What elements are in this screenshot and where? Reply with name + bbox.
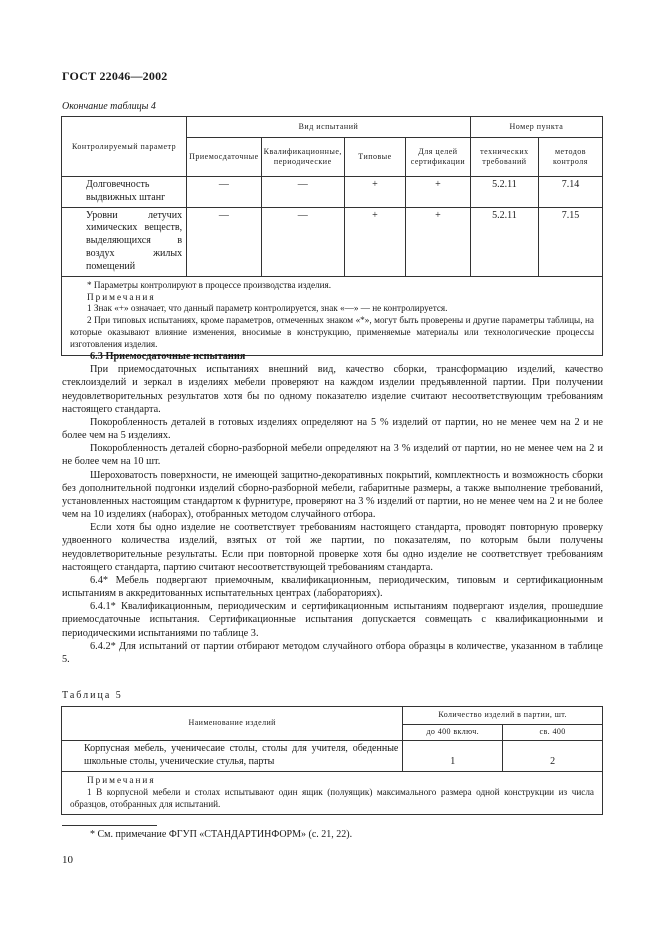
paragraph: Покоробленность деталей в готовых изделиях определяют на 5 % изделий от партии, но не менее чем на 2 и не более чем на 5 изделиях. [62,416,603,442]
cell-certification: + [406,177,471,208]
col-param-header: Контролируемый параметр [62,117,187,177]
table5-title: Таблица 5 [62,690,123,701]
section-body [62,350,603,666]
col-acceptance-header: Приемоcдаточные [187,138,262,177]
paragraph: Покоробленность деталей сборно-разборной мебели определяют на 3 % изделий от партии, но не менее чем на 2 и не более чем на 10 шт. [62,443,603,468]
cell-tech: 5.2.11 [470,207,538,276]
section-heading: 6.3 Приемосдаточные испытания [90,351,246,362]
cell-type: + [344,177,405,208]
table5-notes [62,771,603,815]
table4-note-2: 2 При типовых испытаниях, кроме параметров, отмеченных знаком «*», могут быть проверены и другие параметры таблицы, на которые оказывают влияние изменения, вносимые в конструкцию, применяемые материалы или технологические процессы изготовления изделия. [70,315,594,350]
col-tech-header: технических требований [470,138,538,177]
paragraph: Шероховатость поверхности, не имеющей защитно-декоративных покрытий, комплектность и возможность сборки без дополнительной подгонки изделий сборно-разборной мебели, габаритные размеры, а также выполнение требований, установленных настоящим стандартом к фурнитуре, проверяют на 3 % изделий от партии, но не менее чем на 2 и не более чем на 10 изделиях (наборах), отобранных методом случайного отбора. [62,469,603,521]
cell-tech: 5.2.11 [470,177,538,208]
table-row [62,207,603,276]
col-name-header: Наименование изделий [62,707,403,741]
page-number: 10 [62,854,73,866]
cell-methods: 7.14 [539,177,603,208]
col-certification-header: Для целей сертификации [406,138,471,177]
table-row [62,177,603,208]
paragraph: 6.4* Мебель подвергают приемочным, квалификационным, периодическим, типовым и сертификационным испытаниям в аккредитованных испытательных центрах (лабораториях). [62,574,603,600]
cell-over: 2 [503,741,603,772]
col-methods-header: методов контроля [539,138,603,177]
page-footnote: * См. примечание ФГУП «СТАНДАРТИНФОРМ» (с. 21, 22). [90,829,353,840]
col-qty-header: Количество изделий в партии, шт. [403,707,603,725]
table-4 [61,116,603,356]
row-param: Долговечность выдвижных штанг [62,177,187,208]
group-tests-header: Вид испытаний [187,117,471,138]
paragraph: При приемосдаточных испытаниях внешний вид, качество сборки, трансформацию изделий, качество стеклоизделий и зеркал в изделиях мебели проверяют на каждом изделии предъявленной партии. При получении неудовлетворительных результатов хотя бы по одному показателю изделие считают несоответствующим требованиям настоящего стандарта. [62,364,603,415]
cell-qualification: — [261,207,344,276]
cell-methods: 7.15 [539,207,603,276]
paragraph: 6.4.2* Для испытаний от партии отбирают методом случайного отбора образцы в количестве, указанном в таблице 5. [62,640,603,665]
col-qualification-header: Квалификационные, периодические [261,138,344,177]
group-item-header: Номер пункта [470,117,602,138]
table4-notes [62,276,603,356]
cell-certification: + [406,207,471,276]
table4-note-1: 1 Знак «+» означает, что данный параметр контролируется, знак «—» — не контролируется. [87,303,448,314]
cell-type: + [344,207,405,276]
cell-upto: 1 [403,741,503,772]
table-row [62,741,603,772]
col-type-header: Типовые [344,138,405,177]
row-param: Уровни летучих химических веществ, выделяющихся в воздух жилых помещений [62,207,187,276]
table-5 [61,706,603,815]
row-name: Корпусная мебель, ученичесаие столы, столы для учителя, обеденные школьные столы, ученические стулья, парты [62,741,403,772]
paragraph: Если хотя бы одно изделие не соответствует требованиям настоящего стандарта, проводят повторную проверку удвоенного количества изделий, взятых от той же партии, по показателям, по которым были получены неудовлетворительные результаты. Если при повторной проверке хотя бы одно изделие не соответствует требованиям настоящего стандарта, партию считают несоответствующей требованиям стандарта. [62,522,603,573]
cell-acceptance: — [187,177,262,208]
cell-qualification: — [261,177,344,208]
cell-acceptance: — [187,207,262,276]
footnote-divider [62,825,157,826]
table4-caption: Окончание таблицы 4 [62,101,156,112]
table4-footnote: * Параметры контролируют в процессе производства изделия. [87,279,332,290]
paragraph: 6.4.1* Квалификационным, периодическим и сертификационным испытаниям подвергают изделия, прошедшие приемосдаточные испытания. Сертификационные испытания допускается совмещать с квалификационными и периодическими испытаниями по таблице 3. [62,601,603,639]
table5-notes-title: Примечания [87,774,156,785]
table4-notes-title: Примечания [87,291,156,302]
col-over-header: св. 400 [503,725,603,741]
col-upto-header: до 400 включ. [403,725,503,741]
table5-note-1: 1 В корпусной мебели и столах испытывают один ящик (полуящик) максимального размера одной конструкции из числа образцов, отобранных для испытаний. [70,786,594,809]
document-code: ГОСТ 22046—2002 [62,69,168,83]
